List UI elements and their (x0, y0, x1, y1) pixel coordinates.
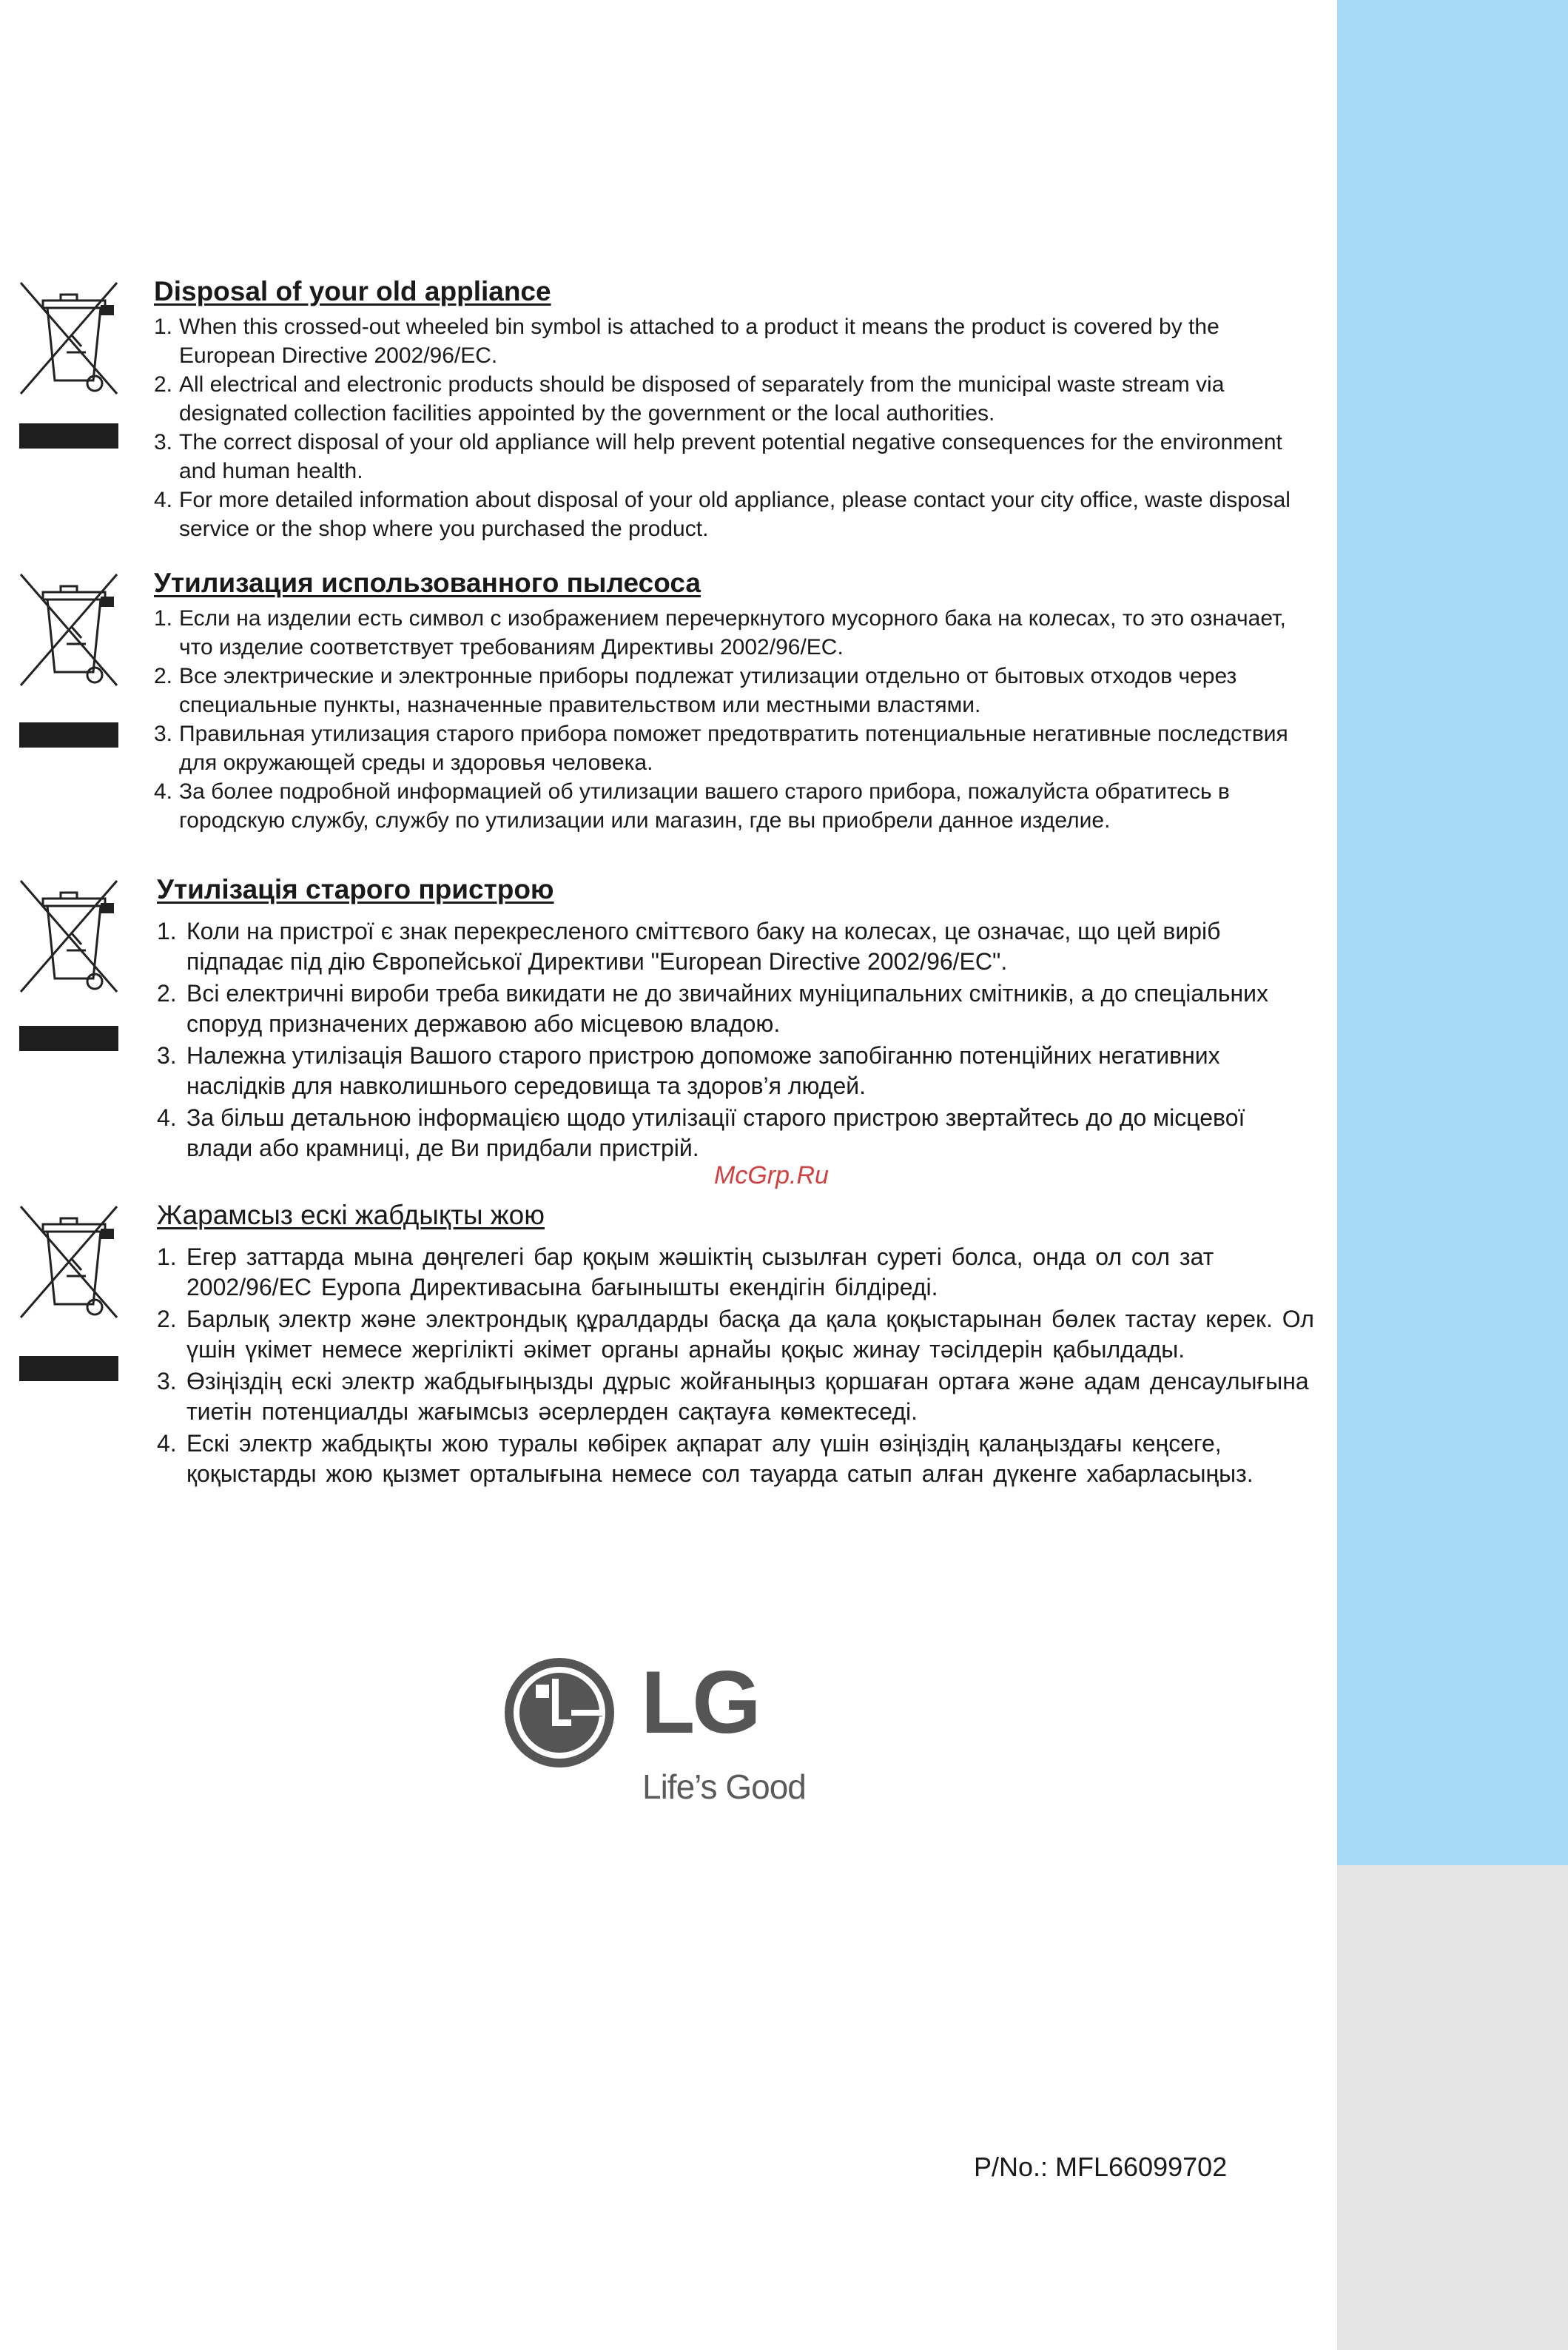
list-item (157, 1429, 1317, 1489)
list-item (157, 916, 1317, 977)
item-text: Належна утилізація Вашого старого пристрою допоможе запобіганню потенційних негативних наслідків для навколишнього середовища та здоров’я людей. (186, 1042, 1220, 1099)
item-number: 3. (157, 1042, 177, 1069)
section-content (154, 275, 1317, 543)
item-text: Егер заттарда мына дөңгелегі бар қоқым жәшіктің сызылған суреті болса, онда ол сол зат 2002/96/EC Еуропа Директивасына бағынышты екендігін білдіреді. (186, 1243, 1214, 1300)
item-text: Если на изделии есть символ с изображением перечеркнутого мусорного бака на колесах, то это означает, что изделие соответствует требованиям Директивы 2002/96/ЕС. (179, 606, 1286, 659)
section-heading: Жарамсыз ескі жабдықты жою (157, 1200, 545, 1230)
list-item (157, 1103, 1317, 1164)
part-number: P/No.: MFL66099702 (974, 2152, 1228, 2182)
item-text: Всі електричні вироби треба викидати не до звичайних муніципальних смітників, а до спеціальних споруд призначених державою або місцевою владою. (186, 980, 1269, 1037)
item-number: 2. (157, 980, 177, 1007)
item-number: 3. (157, 1368, 177, 1394)
item-text: Өзіңіздің ескі электр жабдығыңызды дұрыс жойғаныңыз қоршаған ортаға және адам денсаулығына тиетін потенциалды жағымсыз әсерлерден сақтауға көмектеседі. (186, 1368, 1309, 1425)
section-content (157, 1199, 1317, 1491)
side-panel-blue (1337, 0, 1568, 1865)
list-item (157, 1304, 1317, 1365)
item-number: 4. (154, 779, 173, 804)
item-text: Все электрические и электронные приборы подлежат утилизации отдельно от бытовых отходов через специальные пункты, назначенные правительством или местными властями. (179, 664, 1237, 717)
item-number: 2. (157, 1306, 177, 1332)
list-item (154, 777, 1317, 835)
section-heading: Утилизация использованного пылесоса (154, 568, 701, 598)
item-number: 4. (154, 488, 173, 512)
list-item (157, 978, 1317, 1039)
item-number: 1. (157, 1243, 177, 1270)
item-number: 4. (157, 1104, 177, 1131)
item-number: 2. (154, 372, 173, 397)
section-heading: Утилізація старого пристрою (157, 874, 554, 904)
lg-slogan: Life’s Good (642, 1767, 806, 1806)
item-text: For more detailed information about disposal of your old appliance, please contact your city office, waste disposal service or the shop where you purchased the product. (179, 488, 1291, 541)
item-text: За більш детальною інформацією щодо утилізації старого пристрою звертайтесь до до місцевої влади або крамниці, де Ви придбали пристрій. (186, 1104, 1245, 1161)
list-item (154, 428, 1317, 486)
watermark: McGrp.Ru (714, 1161, 829, 1189)
black-bar (19, 423, 118, 449)
lg-logo-icon (503, 1656, 616, 1769)
item-list (154, 312, 1317, 543)
item-number: 4. (157, 1430, 177, 1457)
crossed-out-bin-icon (13, 1199, 124, 1325)
black-bar (19, 1356, 118, 1381)
list-item (154, 486, 1317, 543)
item-text: Правильная утилизация старого прибора поможет предотвратить потенциальные негативные последствия для окружающей среды и здоровья человека. (179, 722, 1288, 775)
black-bar (19, 722, 118, 748)
list-item (154, 312, 1317, 370)
item-number: 3. (154, 722, 173, 746)
item-text: All electrical and electronic products should be disposed of separately from the municipal waste stream via designated collection facilities appointed by the government or the local authorities. (179, 372, 1225, 426)
list-item (157, 1242, 1317, 1303)
list-item (157, 1366, 1317, 1427)
item-list (157, 916, 1317, 1164)
list-item (157, 1041, 1317, 1101)
crossed-out-bin-icon (13, 873, 124, 999)
black-bar (19, 1026, 118, 1051)
item-text: The correct disposal of your old appliance will help prevent potential negative consequences for the environment and human health. (179, 430, 1282, 483)
item-text: Ескі электр жабдықты жою туралы көбірек ақпарат алу үшін өзіңіздің қалаңыздағы кеңсеге, қоқыстарды жою қызмет орталығына немесе сол тауарда сатып алған дүкенге хабарласыңыз. (186, 1430, 1254, 1487)
item-number: 3. (154, 430, 173, 454)
item-list (154, 604, 1317, 835)
item-number: 1. (157, 918, 177, 944)
list-item (154, 662, 1317, 719)
item-number: 2. (154, 664, 173, 688)
list-item (154, 370, 1317, 428)
item-number: 1. (154, 315, 173, 339)
item-number: 1. (154, 606, 173, 631)
crossed-out-bin-icon (13, 567, 124, 693)
list-item (154, 604, 1317, 662)
lg-logo-text: LG (641, 1653, 758, 1752)
crossed-out-bin-icon (13, 275, 124, 401)
item-list (157, 1242, 1317, 1489)
side-panel-gray (1337, 1865, 1568, 2350)
section-content (157, 873, 1317, 1165)
item-text: Барлық электр және электрондық құралдарды басқа да қала қоқыстарынан бөлек тастау керек. Ол үшін үкімет немесе жергілікті әкімет органы арнайы қоқыс жинау тәсілдерін қабылдады. (186, 1306, 1314, 1363)
item-text: За более подробной информацией об утилизации вашего старого прибора, пожалуйста обратитесь в городскую службу, службу по утилизации или магазин, где вы приобрели данное изделие. (179, 779, 1230, 833)
item-text: When this crossed-out wheeled bin symbol is attached to a product it means the product is covered by the European Directive 2002/96/EC. (179, 315, 1219, 368)
section-content (154, 567, 1317, 835)
list-item (154, 719, 1317, 777)
item-text: Коли на пристрої є знак перекресленого сміттєвого баку на колесах, це означає, що цей виріб підпадає під дію Європейської Директиви "European Directive 2002/96/EC". (186, 918, 1221, 975)
section-heading: Disposal of your old appliance (154, 276, 551, 306)
